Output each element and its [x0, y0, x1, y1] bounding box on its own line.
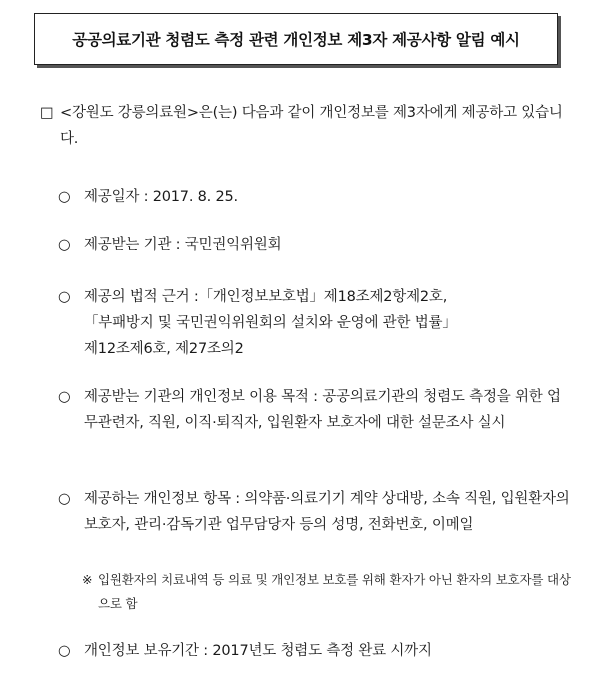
intro-paragraph — [40, 100, 570, 152]
circle-bullet-icon: ○ — [58, 237, 71, 253]
title-box — [34, 13, 558, 65]
item-text-line: 「부패방지 및 국민권익위원회의 설치와 운영에 관한 법률」 — [84, 315, 457, 331]
item-text: 제공일자 : 2017. 8. 25. — [84, 189, 238, 205]
square-bullet-icon: □ — [40, 105, 54, 121]
circle-bullet-icon: ○ — [58, 643, 71, 659]
circle-bullet-icon: ○ — [58, 289, 71, 305]
item-legal-basis — [58, 284, 570, 362]
intro-text: <강원도 강릉의료원>은(는) 다음과 같이 개인정보를 제3자에게 제공하고 있습니다. — [60, 105, 563, 147]
item-provision-date — [58, 184, 570, 210]
item-text: 제공하는 개인정보 항목 : 의약품·의료기기 계약 상대방, 소속 직원, 입원환자의 보호자, 관리·감독기관 업무담당자 등의 성명, 전화번호, 이메일 — [84, 491, 570, 533]
document-title: 공공의료기관 청렴도 측정 관련 개인정보 제3자 제공사항 알림 예시 — [72, 31, 520, 49]
circle-bullet-icon: ○ — [58, 189, 71, 205]
item-text-line: 제공의 법적 근거 :「개인정보보호법」제18조제2항제2호, — [84, 289, 448, 305]
footnote — [82, 568, 572, 616]
circle-bullet-icon: ○ — [58, 491, 71, 507]
reference-mark-icon: ※ — [82, 572, 93, 587]
item-text: 제공받는 기관 : 국민권익위원회 — [84, 237, 282, 253]
item-personal-info-fields — [58, 486, 570, 538]
circle-bullet-icon: ○ — [58, 389, 71, 405]
item-text-line: 제12조제6호, 제27조의2 — [84, 341, 244, 357]
footnote-text: 입원환자의 치료내역 등 의료 및 개인정보 보호를 위해 환자가 아닌 환자의 보호자를 대상으로 함 — [98, 572, 571, 611]
item-usage-purpose — [58, 384, 570, 436]
item-recipient-agency — [58, 232, 570, 258]
item-retention-period — [58, 638, 570, 664]
item-text: 개인정보 보유기간 : 2017년도 청렴도 측정 완료 시까지 — [84, 643, 432, 659]
item-text: 제공받는 기관의 개인정보 이용 목적 : 공공의료기관의 청렴도 측정을 위한 업무관련자, 직원, 이직·퇴직자, 입원환자 보호자에 대한 설문조사 실시 — [84, 389, 561, 431]
